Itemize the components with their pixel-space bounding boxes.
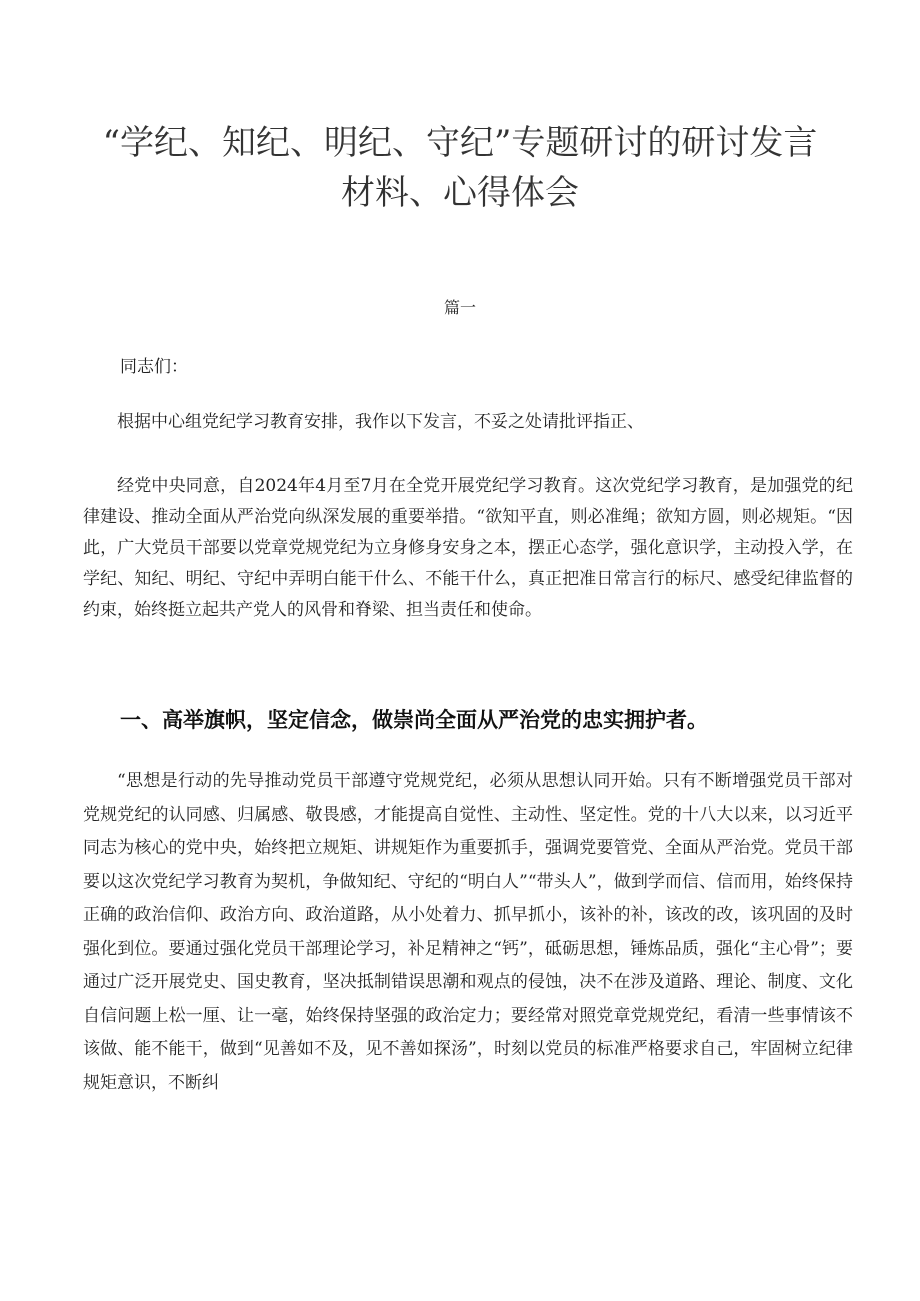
intro-paragraph: 根据中心组党纪学习教育安排，我作以下发言，不妥之处请批评指正、 — [117, 412, 644, 432]
document-title — [90, 118, 830, 218]
title-line-1: “学纪、知纪、明纪、守纪”专题研讨的研讨发言 — [102, 123, 818, 163]
title-line-2: 材料、心得体会 — [341, 173, 579, 213]
salutation: 同志们： — [120, 357, 188, 377]
section-label: 篇一 — [443, 298, 476, 317]
body-paragraph-2: “思想是行动的先导推动党员干部遵守党规党纪，必须从思想认同开始。只有不断增强党员干部对党规党纪的认同感、归属感、敬畏感，才能提高自觉性、主动性、坚定性。党的十八大以来，以习近平同志为核心的党中央，始终把立规矩、讲规矩作为重要抓手，强调党要管党、全面从严治党。党员干部要以这次党纪学习教育为契机，争做知纪、守纪的“明白人”“带头人”，做到学而信、信而用，始终保持正确的政治信仰、政治方向、政治道路，从小处着力、抓早抓小，该补的补，该改的改，该巩固的及时强化到位。要通过强化党员干部理论学习，补足精神之“钙”，砥砺思想，锤炼品质，强化“主心骨”；要通过广泛开展党史、国史教育，坚决抵制错误思潮和观点的侵蚀，决不在涉及道路、理论、制度、文化自信问题上松一厘、让一毫，始终保持坚强的政治定力；要经常对照党章党规党纪，看清一些事情该不该做、能不能干，做到“见善如不及，见不善如探汤”，时刻以党员的标准严格要求自己，牢固树立纪律规矩意识，不断纠 — [83, 771, 853, 1093]
body-paragraph-1: 经党中央同意，自2024年4月至7月在全党开展党纪学习教育。这次党纪学习教育，是加强党的纪律建设、推动全面从严治党向纵深发展的重要举措。“欲知平直，则必准绳；欲知方圆，则必规矩。“因此，广大党员干部要以党章党规党纪为立身修身安身之本，摆正心态学，强化意识学，主动投入学，在学纪、知纪、明纪、守纪中弄明白能干什么、不能干什么，真正把准日常言行的标尺、感受纪律监督的约束，始终挺立起共产党人的风骨和脊梁、担当责任和使命。 — [83, 476, 853, 620]
section-heading-1: 一、高举旗帜，坚定信念，做崇尚全面从严治党的忠实拥护者。 — [120, 708, 708, 732]
